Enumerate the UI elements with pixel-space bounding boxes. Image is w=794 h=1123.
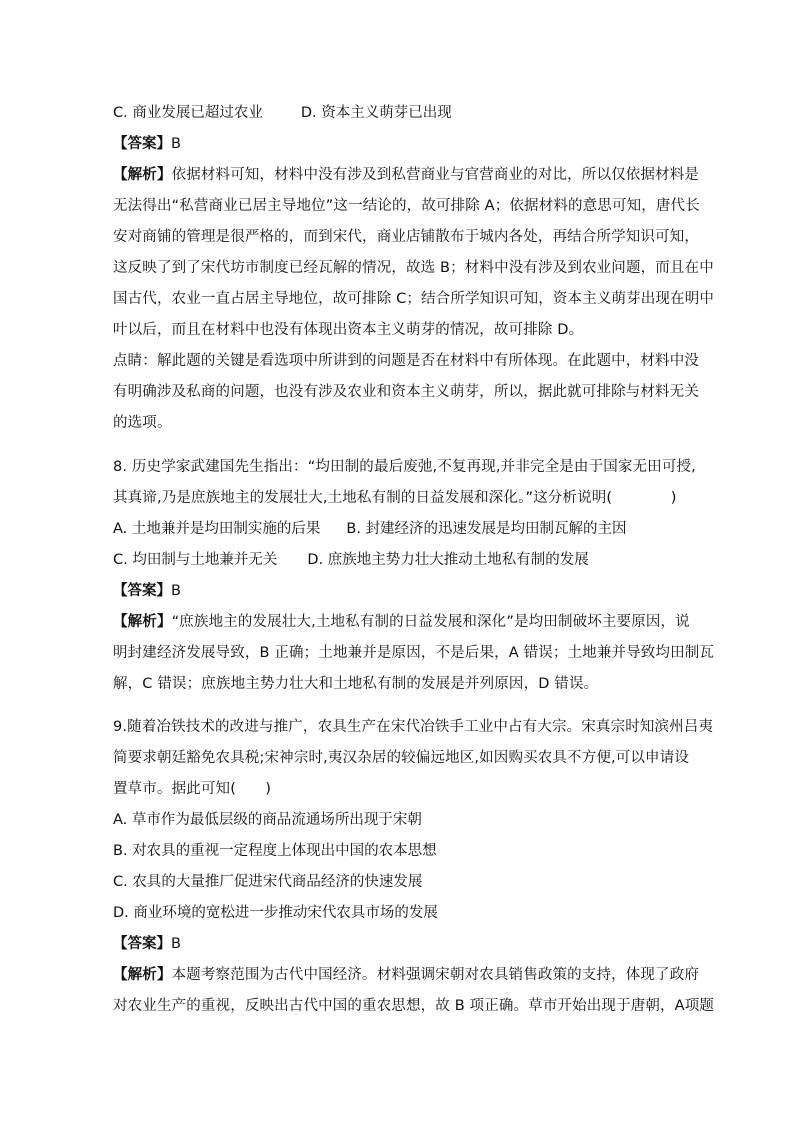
q9-option: A. 草市作为最低层级的商品流通场所出现于宋朝	[113, 812, 422, 828]
q7-analysis-line	[113, 165, 699, 185]
q8-options-ab	[113, 519, 627, 539]
analysis-tag: 【解析】	[113, 167, 172, 183]
q9-answer	[113, 934, 181, 954]
q8-option-c: C. 均田制与土地兼并无关	[113, 552, 278, 568]
q8-option-d: D. 庶族地主势力壮大推动土地私有制的发展	[307, 552, 589, 568]
q8-analysis-line: 明封建经济发展导致，B 正确；土地兼并是原因，不是后果，A 错误；土地兼并导致均田制瓦	[113, 645, 715, 661]
q8-stem-line: 8. 历史学家武建国先生指出：“均田制的最后废弛,不复再现,并非完全是由于国家无田可授,	[113, 459, 696, 475]
q7-options-cd	[113, 103, 452, 123]
q9-stem-line: 简要求朝廷豁免农具税;宋神宗时,夷汉杂居的较偏远地区,如因购买农具不方便,可以申请设	[113, 750, 690, 766]
q7-analysis-line: 安对商铺的管理是很严格的，而到宋代，商业店铺散布于城内各处，再结合所学知识可知，	[113, 229, 699, 245]
q9-analysis-line	[113, 965, 699, 985]
q7-analysis-line: 无法得出“私营商业已居主导地位”这一结论的，故可排除 A；依据材料的意思可知，唐代长	[113, 198, 700, 214]
q8-option-b: B. 封建经济的迅速发展是均田制瓦解的主因	[346, 521, 627, 537]
q7-comment-line: 有明确涉及私商的问题，也没有涉及农业和资本主义萌芽，所以，据此就可排除与材料无关	[113, 384, 699, 400]
answer-value: B	[171, 136, 181, 152]
q8-options-cd	[113, 550, 589, 570]
q9-option: C. 农具的大量推厂促进宋代商品经济的快速发展	[113, 874, 423, 890]
q8-analysis-line: 解，C 错误；庶族地主势力壮大和土地私有制的发展是并列原因，D 错误。	[113, 676, 599, 692]
q8-analysis-line	[113, 612, 690, 632]
analysis-tag: 【解析】	[113, 614, 172, 630]
answer-tag: 【答案】	[113, 583, 171, 599]
analysis-text: 本题考察范围为古代中国经济。材料强调宋朝对农具销售政策的支持，体现了政府	[171, 967, 700, 983]
analysis-text: 依据材料可知，材料中没有涉及到私营商业与官营商业的对比，所以仅依据材料是	[171, 167, 700, 183]
q7-option-c: C. 商业发展已超过农业	[113, 105, 263, 121]
q9-stem-line: 9.随着冶铁技术的改进与推广，农具生产在宋代冶铁手工业中占有大宗。宋真宗时知滨州吕夷	[113, 719, 714, 735]
analysis-tag: 【解析】	[113, 967, 172, 983]
q8-stem-line: 其真谛,乃是庶族地主的发展壮大,土地私有制的日益发展和深化。”这分析说明( )	[113, 490, 677, 506]
answer-value: B	[171, 583, 181, 599]
q7-analysis-line: 国古代，农业一直占居主导地位，故可排除 C；结合所学知识可知，资本主义萌芽出现在明中	[113, 291, 715, 307]
q7-comment-line: 的选项。	[113, 415, 172, 431]
q8-option-a: A. 土地兼并是均田制实施的后果	[113, 521, 321, 537]
q8-answer	[113, 581, 181, 601]
q7-comment-line: 点睛：解此题的关键是看选项中所讲到的问题是否在材料中有所体现。在此题中，材料中没	[113, 353, 699, 369]
q7-answer	[113, 134, 181, 154]
q7-analysis-line: 叶以后，而且在材料中也没有体现出资本主义萌芽的情况，故可排除 D。	[113, 322, 584, 338]
q9-option: B. 对农具的重视一定程度上体现出中国的农本思想	[113, 843, 437, 859]
q9-analysis-line: 对农业生产的重视，反映出古代中国的重农思想，故 B 项正确。草市开始出现于唐朝，A项题	[113, 998, 715, 1014]
answer-tag: 【答案】	[113, 136, 171, 152]
q9-option: D. 商业环境的宽松进一步推动宋代农具市场的发展	[113, 905, 438, 921]
analysis-text: “庶族地主的发展壮大,土地私有制的日益发展和深化”是均田制破坏主要原因，说	[171, 614, 690, 630]
answer-tag: 【答案】	[113, 936, 171, 952]
q9-stem-line: 置草市。据此可知( )	[113, 781, 272, 797]
answer-value: B	[171, 936, 181, 952]
q7-analysis-line: 这反映了到了宋代坊市制度已经瓦解的情况，故选 B；材料中没有涉及到农业问题，而且在中	[113, 260, 714, 276]
q7-option-d: D. 资本主义萌芽已出现	[300, 105, 452, 121]
